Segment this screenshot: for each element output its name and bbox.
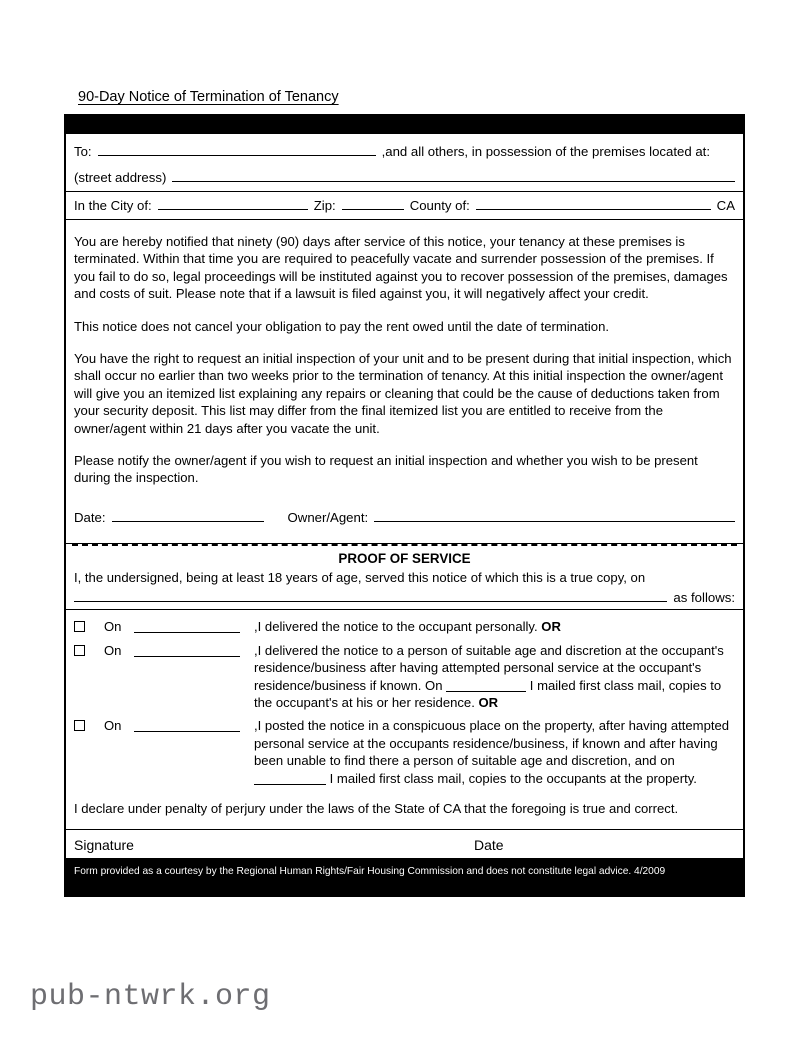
county-label: County of: [409, 198, 470, 213]
proof-of-service-intro-row [66, 566, 743, 586]
body-paragraph-3: You have the right to request an initial inspection of your unit and to be present during that initial inspection, which shall occur no earlier than two weeks prior to the termination of tenancy. At this initial inspection the owner/agent will give you an itemized list explaining any repairs or cleaning that could be the cause of deductions taken from your security deposit. This list may differ from the final itemized list you are entitled to receive from the owner/agent within 21 days after you vacate the unit. [74, 351, 732, 436]
body-paragraph-4: Please notify the owner/agent if you wish to request an initial inspection and whether you wish to be present during the inspection. [74, 453, 698, 486]
zip-label: Zip: [313, 198, 336, 213]
on-label: On [104, 642, 122, 658]
county-input-line[interactable] [476, 196, 711, 210]
checkbox-personal-service[interactable] [74, 621, 85, 632]
city-input-line[interactable] [158, 196, 308, 210]
footer-black-bar [66, 858, 743, 897]
zip-input-line[interactable] [342, 196, 404, 210]
proof-of-service-heading: PROOF OF SERVICE [338, 550, 471, 566]
checkbox-substituted-service[interactable] [74, 645, 85, 656]
option-2-text-before: ,I delivered the notice to a person of suitable age and discretion at the occupant's residence/business after having attempted personal service at the occupant's residence/business if known. On [254, 642, 724, 693]
footer-disclaimer: Form provided as a courtesy by the Regional Human Rights/Fair Housing Commission and does not constitute legal advice. 4/2009 [74, 866, 666, 878]
watermark-text: pub-ntwrk.org [30, 980, 271, 1014]
date-owner-agent-row [66, 496, 743, 544]
city-label: In the City of: [74, 198, 152, 213]
on-label: On [104, 619, 122, 635]
service-date-input-line[interactable] [134, 643, 240, 657]
option-3-text-before: ,I posted the notice in a conspicuous place on the property, after having attempted personal service at the occupants residence/business, if known and after having been unable to find there a person of suitable age and discretion, and on [254, 718, 730, 769]
signature-label: Signature [74, 837, 134, 854]
service-option-text [254, 618, 735, 635]
body-paragraph-2: This notice does not cancel your obligation to pay the rent owed until the date of termination. [74, 318, 609, 334]
service-option-row[interactable] [66, 711, 743, 791]
service-date-input-line[interactable] [134, 718, 240, 732]
service-option-text [254, 642, 735, 712]
state-label: CA [716, 198, 735, 213]
mail-date-input-line[interactable] [446, 679, 526, 692]
street-address-row [66, 166, 743, 192]
to-input-line[interactable] [98, 142, 376, 156]
as-follows-label: as follows: [673, 590, 735, 606]
recipient-row [66, 134, 743, 166]
body-paragraph-1: You are hereby notified that ninety (90) days after service of this notice, your tenancy at these premises is terminated. Within that time you are required to peacefully vacate and surrender possession of the premises. If you fail to do so, legal proceedings will be instituted against you to recover possession of the premises, damages and costs of suit. Please note that if a lawsuit is filed against you, it will negatively affect your credit. [74, 234, 728, 302]
declaration-text: I declare under penalty of perjury under the laws of the State of CA that the foregoing is true and correct. [74, 800, 679, 816]
mail-date-input-line[interactable] [254, 772, 326, 785]
served-on-row [66, 586, 743, 610]
service-option-row[interactable] [66, 610, 743, 635]
service-date-input-line[interactable] [134, 619, 240, 633]
option-3-text-mid: I mailed first class mail, copies to the occupants at the property. [326, 770, 697, 786]
date-label: Date: [74, 509, 106, 525]
service-option-text [254, 717, 735, 787]
to-label: To: [74, 144, 92, 159]
on-label: On [104, 718, 122, 734]
option-2-text-mid: I mailed first class mail, copies to the occupant's at his or her residence. [254, 677, 722, 710]
proof-of-service-intro: I, the undersigned, being at least 18 years of age, served this notice of which this is a true copy, on [74, 569, 646, 585]
option-1-or-label: OR [541, 619, 561, 635]
page-title: 90-Day Notice of Termination of Tenancy [78, 89, 339, 105]
option-1-text: ,I delivered the notice to the occupant personally. [254, 619, 542, 635]
notice-form [64, 114, 745, 897]
owner-agent-input-line[interactable] [374, 508, 735, 522]
checkbox-posting-service[interactable] [74, 720, 85, 731]
to-suffix-text: ,and all others, in possession of the premises located at: [381, 144, 710, 159]
notice-body [66, 220, 743, 496]
proof-date-label: Date [474, 837, 504, 854]
date-input-line[interactable] [112, 508, 264, 522]
declaration-row [66, 791, 743, 830]
served-on-input-line[interactable] [74, 588, 667, 602]
city-zip-county-row [66, 192, 743, 220]
signature-date-row [66, 830, 743, 858]
street-address-input-line[interactable] [172, 168, 735, 182]
option-2-or-label: OR [478, 694, 499, 710]
service-option-row[interactable] [66, 636, 743, 712]
header-black-bar [66, 114, 743, 134]
owner-agent-label: Owner/Agent: [287, 509, 369, 525]
street-address-label: (street address) [74, 170, 167, 185]
